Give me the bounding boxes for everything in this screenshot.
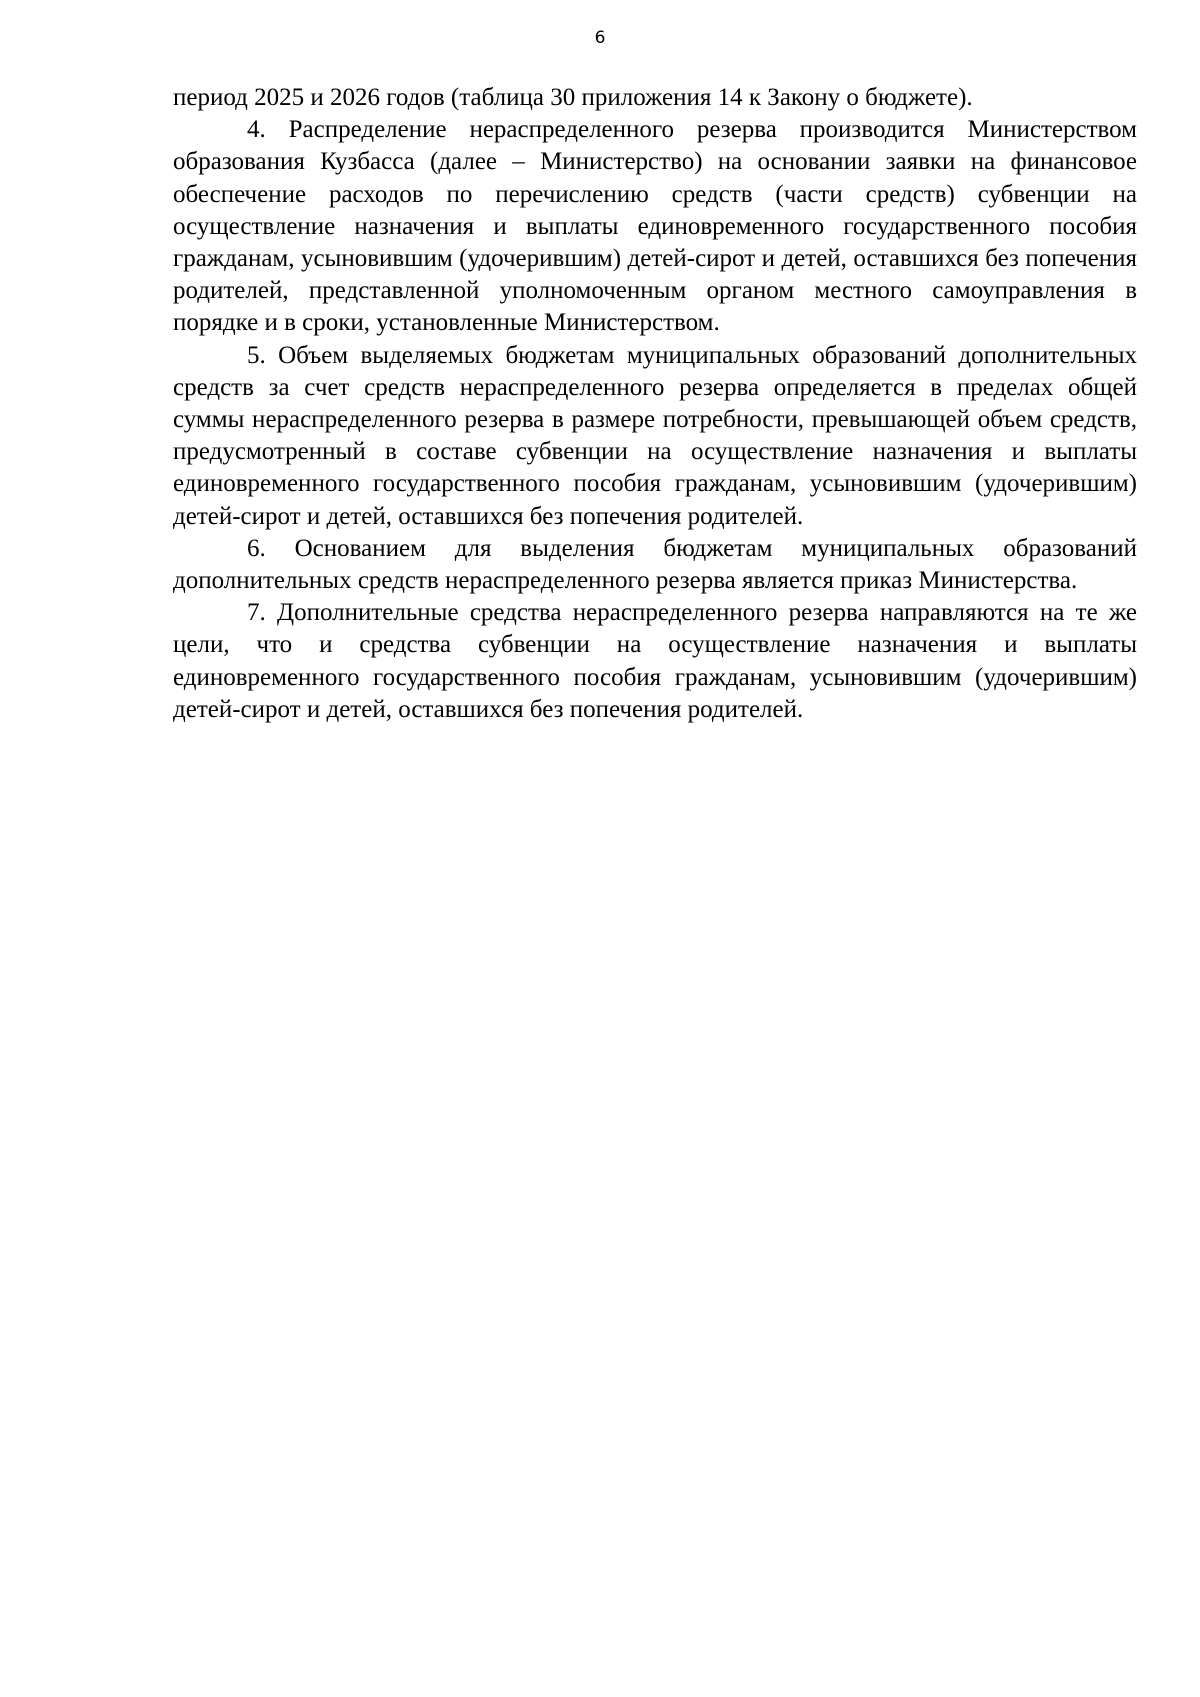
paragraph-item-4: 4. Распределение нераспределенного резерва производится Министерством образования Кузбасса (далее – Министерство) на основании заявки на финансовое обеспечение расходов по перечислению средств (части средств) субвенции на осуществление назначения и выплаты единовременного государственного пособия гражданам, усыновившим (удочерившим) детей-сирот и детей, оставшихся без попечения родителей, представленной уполномоченным органом местного самоуправления в порядке и в сроки, установленные Министерством.	[173, 116, 1137, 337]
paragraph-continuation: период 2025 и 2026 годов (таблица 30 приложения 14 к Закону о бюджете).	[173, 84, 973, 111]
paragraph-item-6: 6. Основанием для выделения бюджетам муниципальных образований дополнительных средств нераспределенного резерва является приказ Министерства.	[173, 534, 1137, 595]
paragraph-item-5: 5. Объем выделяемых бюджетам муниципальных образований дополнительных средств за счет средств нераспределенного резерва определяется в пределах общей суммы нераспределенного резерва в размере потребности, превышающей объем средств, предусмотренный в составе субвенции на осуществление назначения и выплаты единовременного государственного пособия гражданам, усыновившим (удочерившим) детей-сирот и детей, оставшихся без попечения родителей.	[173, 341, 1137, 530]
page-number: 6	[594, 28, 606, 48]
paragraph-item-7: 7. Дополнительные средства нераспределенного резерва направляются на те же цели, что и средства субвенции на осуществление назначения и выплаты единовременного государственного пособия гражданам, усыновившим (удочерившим) детей-сирот и детей, оставшихся без попечения родителей.	[173, 599, 1137, 723]
document-body	[173, 82, 1137, 726]
